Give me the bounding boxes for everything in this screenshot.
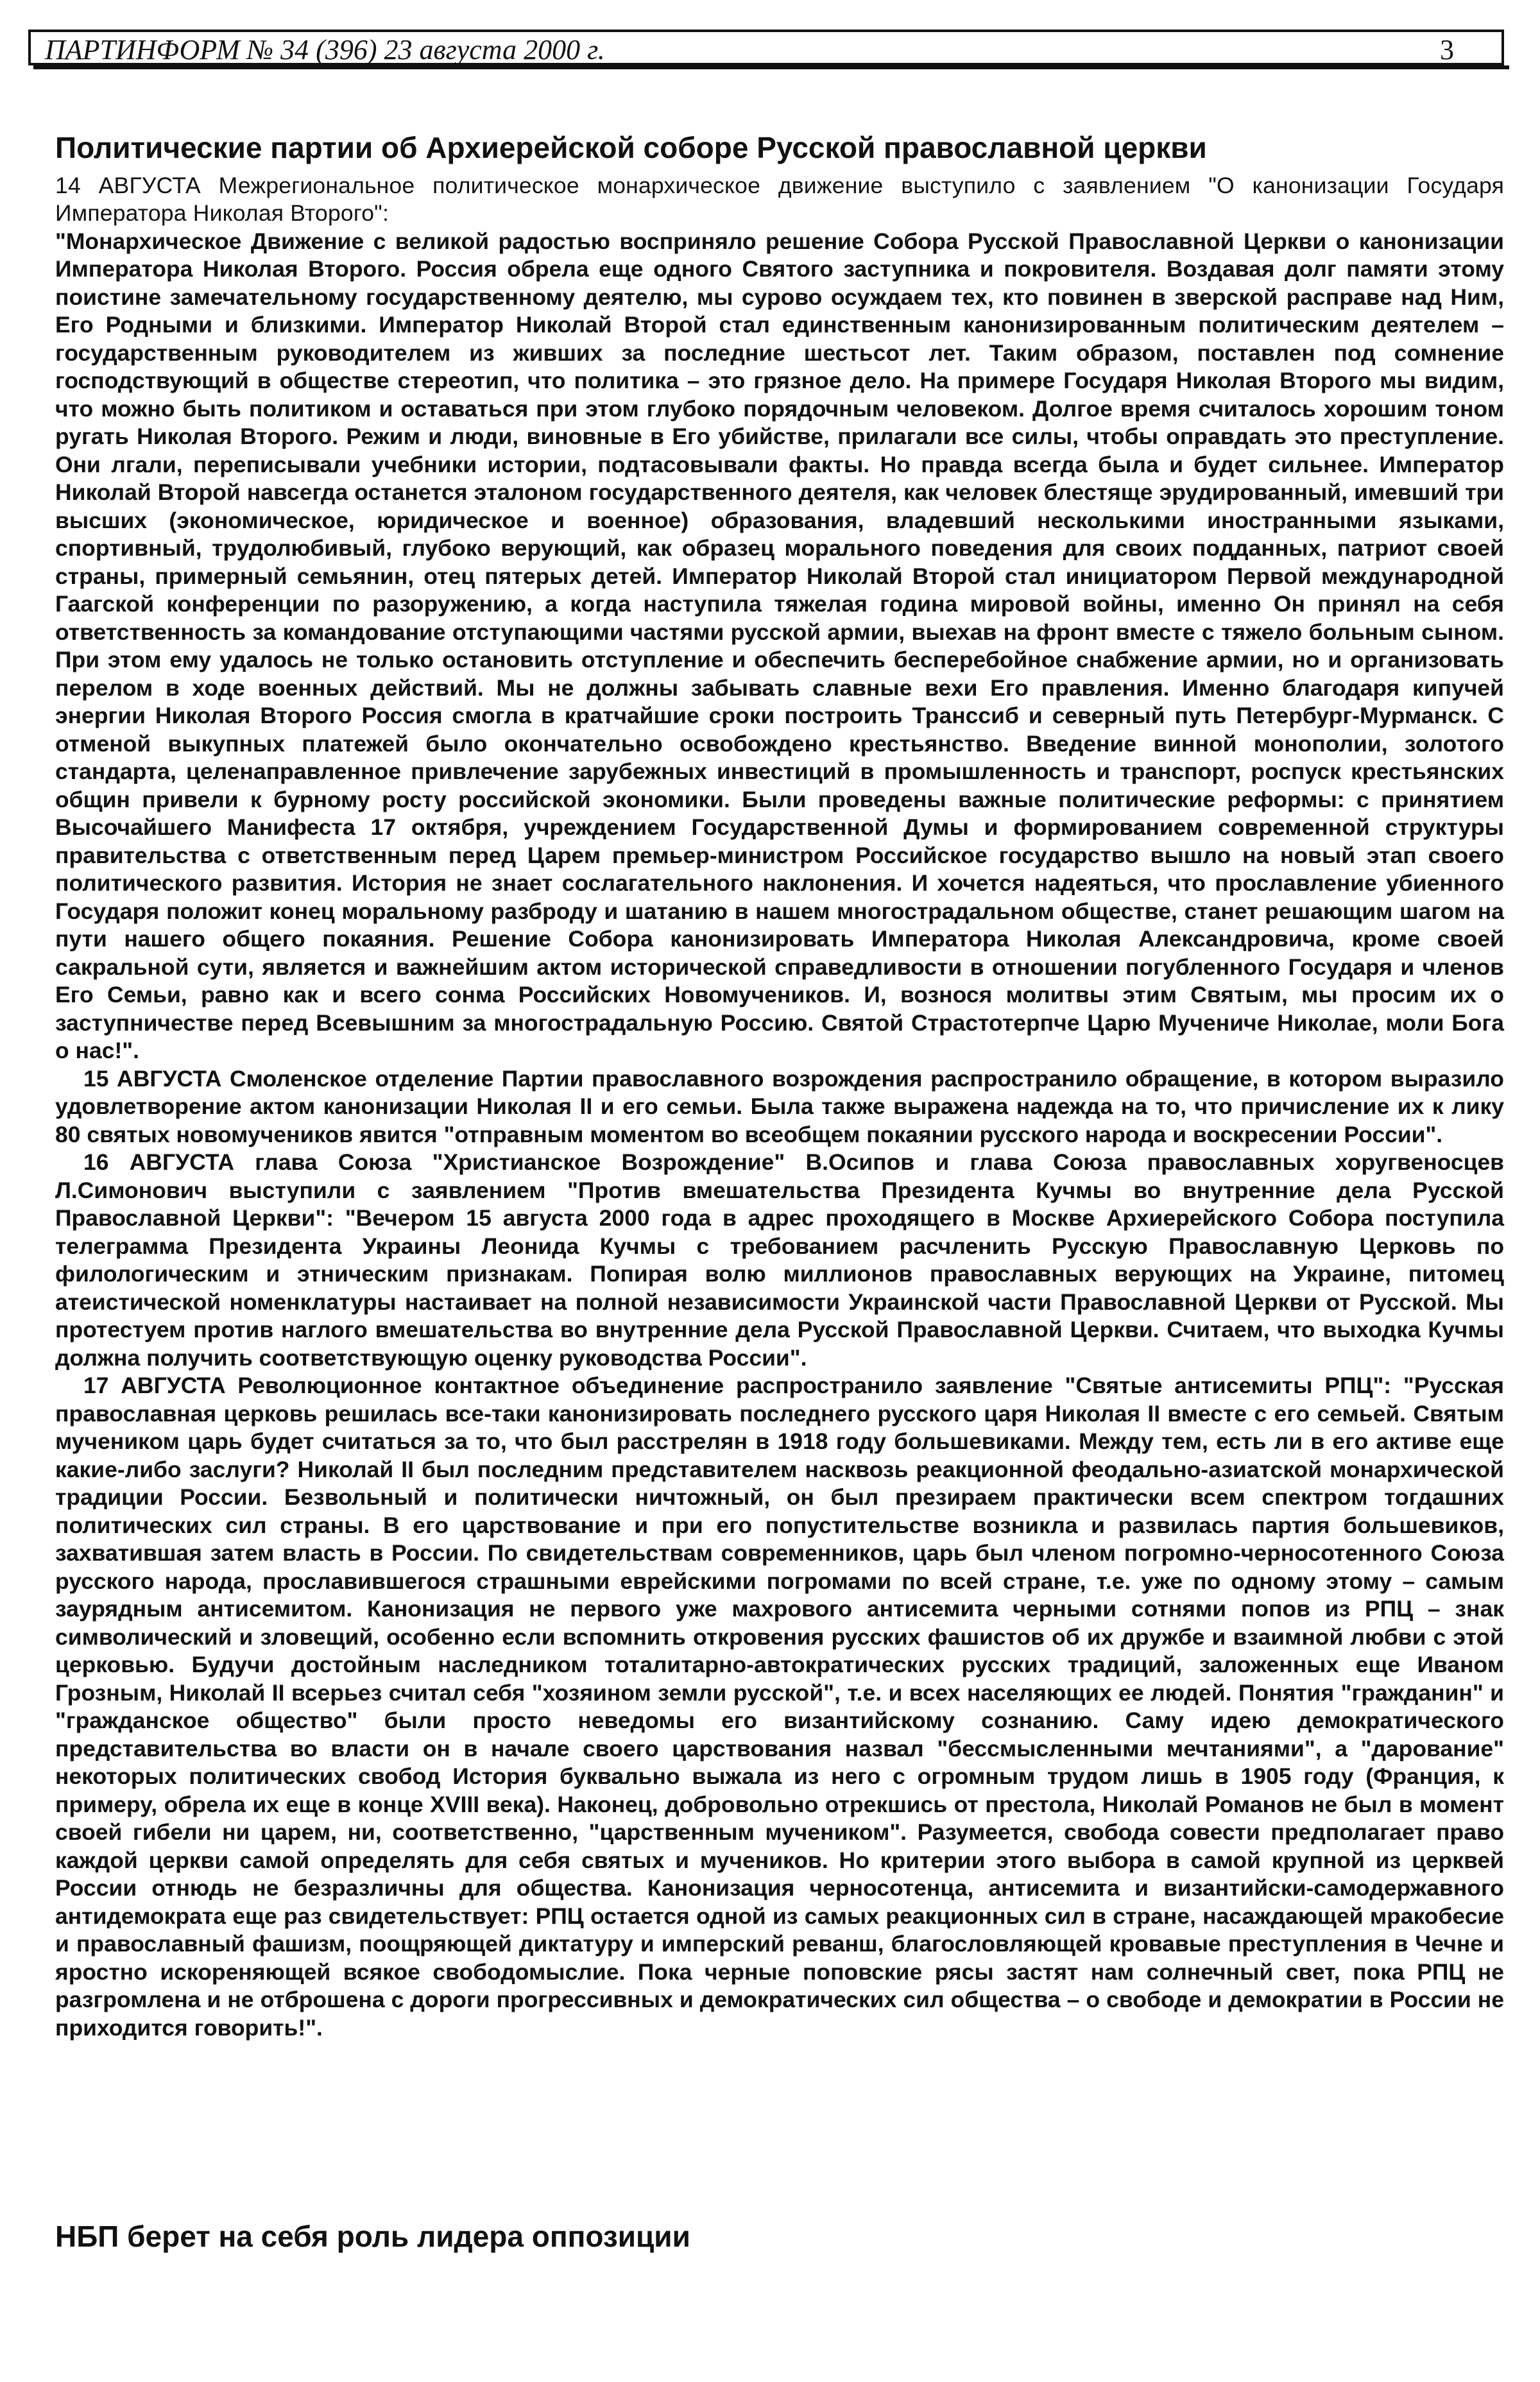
- article-headline: НБП берет на себя роль лидера оппозиции: [55, 2220, 690, 2253]
- article-church-council: [55, 132, 1504, 2042]
- paragraph-aug15: 15 АВГУСТА Смоленское отделение Партии православного возрождения распространило обращение, в котором выразило удовлетворение актом канонизации Николая II и его семьи. Была также выражена надежда на то, что причисление их к лику 80 святых новомучеников явится "отправным моментом во всеобщем покаянии русского народа и воскресении России".: [55, 1065, 1504, 1147]
- paragraph-aug17: 17 АВГУСТА Революционное контактное объединение распространило заявление "Святые антисемиты РПЦ": "Русская православная церковь решилась все-таки канонизировать последнего русского царя Николая II вместе с его семьей. Святым мучеником царь будет считаться за то, что был расстрелян в 1918 году большевиками. Между тем, есть ли в его активе еще какие-либо заслуги? Николай II был последним представителем насквозь реакционной феодально-азиатской монархической традиции России. Безвольный и политически ничтожный, он был презираем практически всем спектром тогдашних политических сил страны. В его царствование и при его попустительстве возникла и развилась партия большевиков, захватившая затем власть в России. По свидетельствам современников, царь был членом погромно-черносотенного Союза русского народа, прославившегося страшными еврейскими погромами по всей стране, т.е. уже по одному этому – самым заурядным антисемитом. Канонизация не первого уже махрового антисемита черными сотнями попов из РПЦ – знак символический и зловещий, особенно если вспомнить откровения русских фашистов об их дружбе и взаимной любви с этой церковью. Будучи достойным наследником тоталитарно-автократических русских традиций, заложенных еще Иваном Грозным, Николай II всерьез считал себя "хозяином земли русской", т.е. и всех населяющих ее людей. Понятия "гражданин" и "гражданское общество" были просто неведомы его византийскому сознанию. Саму идею демократического представительства во власти он в начале своего царствования назвал "бессмысленными мечтаниями", а "дарование" некоторых политических свобод История буквально выжала из него с огромным трудом лишь в 1905 году (Франция, к примеру, обрела их еще в конце XVIII века). Наконец, добровольно отрекшись от престола, Николай Романов не был в момент своей гибели ни царем, ни, соответственно, "царственным мучеником". Разумеется, свобода совести предполагает право каждой церкви самой определять для себя святых и мучеников. Но критерии этого выбора в самой крупной из церквей России отнюдь не безразличны для общества. Канонизация черносотенца, антисемита и византийски-самодержавного антидемократа еще раз свидетельствует: РПЦ остается одной из самых реакционных сил в стране, насаждающей мракобесие и православный фашизм, поощряющей диктатуру и имперский реванш, благословляющей кровавые преступления в Чечне и яростно искореняющей всякое свободомыслие. Пока черные поповские рясы застят нам солнечный свет, пока РПЦ не разгромлена и не отброшена с дороги прогрессивных и демократических сил общества – о свободе и демократии в России не приходится говорить!".: [55, 1373, 1504, 2041]
- paragraph-monarchist-statement: "Монархическое Движение с великой радостью восприняло решение Собора Русской Православной Церкви о канонизации Императора Николая Второго. Россия обрела еще одного Святого заступника и покровителя. Воздавая долг памяти этому поистине замечательному государственному деятелю, мы сурово осуждаем тех, кто повинен в зверской расправе над Ним, Его Родными и близкими. Император Николай Второй стал единственным канонизированным политическим деятелем – государственным руководителем из живших за последние шестьсот лет. Таким образом, поставлен под сомнение господствующий в обществе стереотип, что политика – это грязное дело. На примере Государя Николая Второго мы видим, что можно быть политиком и оставаться при этом глубоко порядочным человеком. Долгое время считалось хорошим тоном ругать Николая Второго. Режим и люди, виновные в Его убийстве, прилагали все силы, чтобы оправдать это преступление. Они лгали, переписывали учебники истории, подтасовывали факты. Но правда всегда была и будет сильнее. Император Николай Второй навсегда останется эталоном государственного деятеля, как человек блестяще эрудированный, имевший три высших (экономическое, юридическое и военное) образования, владевший несколькими иностранными языками, спортивный, трудолюбивый, глубоко верующий, как образец морального поведения для своих подданных, патриот своей страны, примерный семьянин, отец пятерых детей. Император Николай Второй стал инициатором Первой международной Гаагской конференции по разоружению, а когда наступила тяжелая година мировой войны, именно Он принял на себя ответственность за командование отступающими частями русской армии, выехав на фронт вместе с тяжело больным сыном. При этом ему удалось не только остановить отступление и обеспечить бесперебойное снабжение армии, но и организовать перелом в ходе военных действий. Мы не должны забывать славные вехи Его правления. Именно благодаря кипучей энергии Николая Второго Россия смогла в кратчайшие сроки построить Транссиб и северный путь Петербург-Мурманск. С отменой выкупных платежей было окончательно освобождено крестьянство. Введение винной монополии, золотого стандарта, целенаправленное привлечение зарубежных инвестиций в промышленность и транспорт, роспуск крестьянских общин привели к бурному росту российской экономики. Были проведены важные политические реформы: с принятием Высочайшего Манифеста 17 октября, учреждением Государственной Думы и формированием современной структуры правительства с ответственным перед Царем премьер-министром Российское государство вышло на новый этап своего политического развития. История не знает сослагательного наклонения. И хочется надеяться, что прославление убиенного Государя положит конец моральному разброду и шатанию в нашем многострадальном обществе, станет решающим шагом на пути нашего общего покаяния. Решение Собора канонизировать Императора Николая Александровича, кроме своей сакральной сути, является и важнейшим актом исторической справедливости в отношении погубленного Государя и членов Его Семьи, равно как и всего сонма Российских Новомучеников. И, вознося молитвы этим Святым, мы просим их о заступничестве перед Всевышним за многострадальную Россию. Святой Страстотерпче Царю Мучениче Николае, моли Бога о нас!".: [55, 228, 1504, 1064]
- page-header: [28, 30, 1504, 65]
- article-nbp: [55, 2220, 1504, 2253]
- publication-title: ПАРТИНФОРМ № 34 (396) 23 августа 2000 г.: [45, 34, 605, 65]
- article-body: [55, 172, 1504, 2043]
- article-headline: Политические партии об Архиерейской соборе Русской православной церкви: [55, 131, 1207, 164]
- header-shadow: [33, 65, 1509, 69]
- page-number: 3: [1440, 34, 1454, 65]
- paragraph-aug14-intro: 14 АВГУСТА Межрегиональное политическое монархическое движение выступило с заявлением "О канонизации Государя Императора Николая Второго":: [55, 172, 1504, 227]
- paragraph-aug16: 16 АВГУСТА глава Союза "Христианское Возрождение" В.Осипов и глава Союза православных хоругвеносцев Л.Симонович выступили с заявлением "Против вмешательства Президента Кучмы во внутренние дела Русской Православной Церкви": "Вечером 15 августа 2000 года в адрес проходящего в Москве Архиерейского Собора поступила телеграмма Президента Украины Леонида Кучмы с требованием расчленить Русскую Православную Церковь по филологическим и этническим признакам. Попирая волю миллионов православных верующих на Украине, питомец атеистической номенклатуры настаивает на полной независимости Украинской части Православной Церкви от Русской. Мы протестуем против наглого вмешательства во внутренние дела Русской Православной Церкви. Считаем, что выходка Кучмы должна получить соответствующую оценку руководства России".: [55, 1149, 1504, 1371]
